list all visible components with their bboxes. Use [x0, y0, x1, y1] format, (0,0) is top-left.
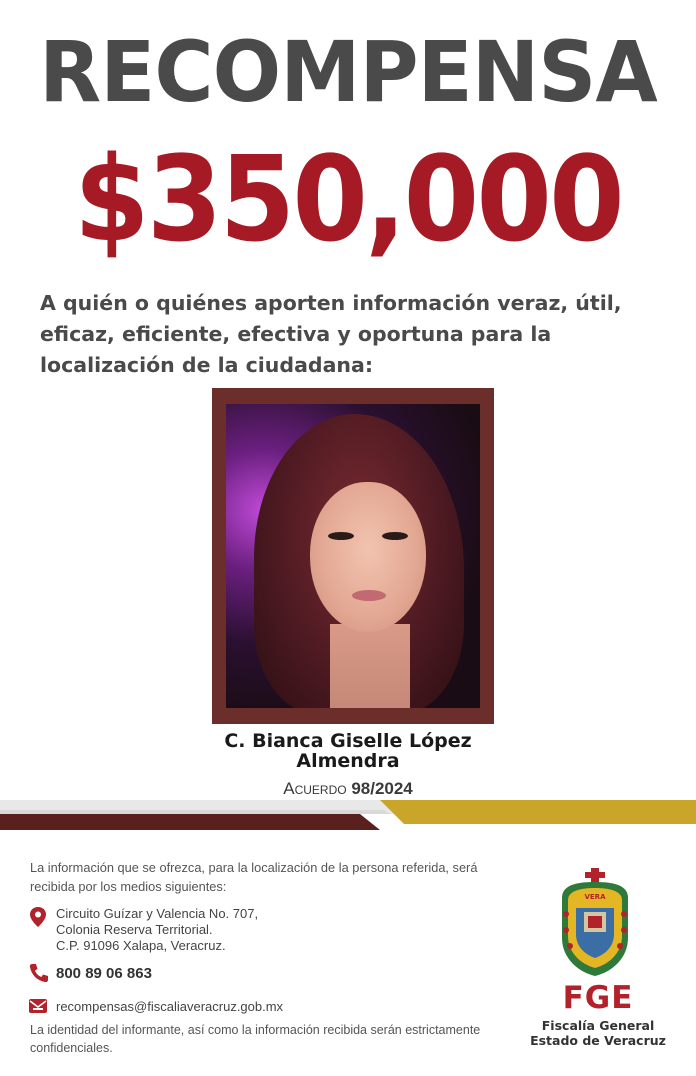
address-line3: C.P. 91096 Xalapa, Veracruz.: [56, 938, 226, 953]
agreement-label: Acuerdo: [283, 779, 347, 798]
location-pin-icon: [28, 906, 48, 928]
fge-acronym: FGE: [562, 980, 634, 1016]
agreement-code: 98/2024: [351, 779, 413, 798]
email-address[interactable]: recompensas@fiscaliaveracruz.gob.mx: [56, 998, 284, 1014]
confidentiality-note: La identidad del informante, así como la información recibida serán estrictamente confidenciales.: [30, 1023, 481, 1055]
person-name-line1: C. Bianca Giselle López: [224, 730, 472, 752]
address-row: [28, 906, 258, 954]
address-text: [56, 906, 258, 954]
organization-line1: Fiscalía General: [541, 1018, 655, 1033]
phone-icon: [28, 962, 48, 984]
person-name-line2: Almendra: [296, 750, 400, 772]
address-line2: Colonia Reserva Territorial.: [56, 922, 213, 937]
email-icon: [28, 995, 48, 1017]
seal-text: VERA: [584, 893, 606, 901]
email-row: [28, 995, 283, 1017]
person-name: [0, 731, 696, 771]
organization-line2: Estado de Veracruz: [530, 1033, 666, 1048]
person-photo: [226, 404, 480, 708]
person-photo-frame: [212, 388, 494, 724]
reward-intro-text: A quién o quiénes aporten información veraz, útil, eficaz, eficiente, efectiva y oportuna para la localización de la ciudadana:: [40, 291, 622, 377]
phone-number[interactable]: 800 89 06 863: [56, 964, 152, 982]
decorative-band: [0, 800, 696, 830]
veracruz-seal-icon: [552, 868, 638, 978]
phone-row: [28, 962, 152, 984]
address-line1: Circuito Guízar y Valencia No. 707,: [56, 906, 259, 921]
agreement-number: [0, 779, 696, 799]
reward-title: RECOMPENSA: [39, 23, 657, 121]
footer-intro-text: La información que se ofrezca, para la localización de la persona referida, será recibida por los medios siguientes:: [30, 860, 478, 894]
reward-amount: $350,000: [74, 130, 622, 268]
organization-name: [520, 1018, 676, 1048]
